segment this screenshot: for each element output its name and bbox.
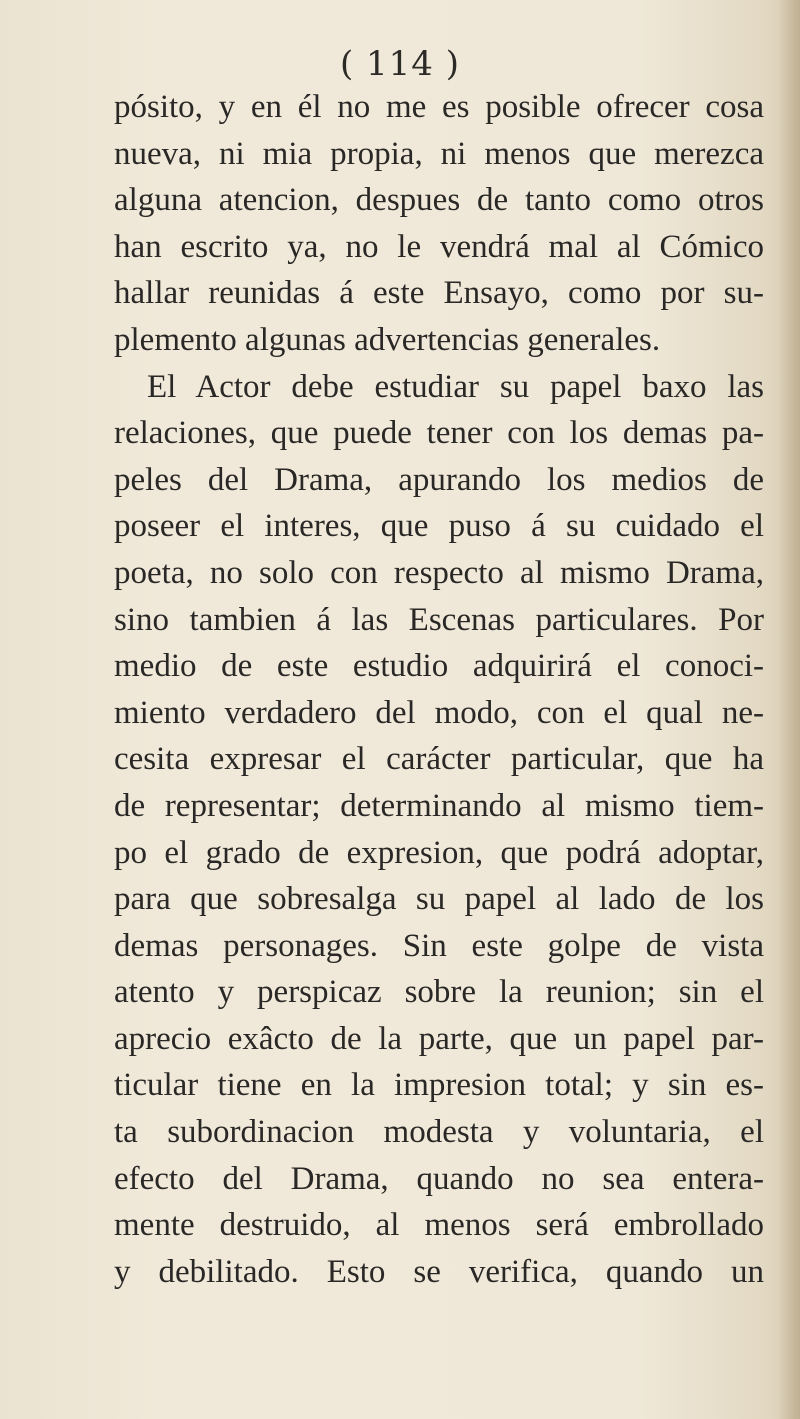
text-line: sino tambien á las Escenas particulares. Por (114, 601, 764, 638)
text-line: poseer el interes, que puso á su cuidado el (114, 508, 764, 545)
text-line: pósito, y en él no me es posible ofrecer cosa (114, 89, 764, 125)
text-line: ticular tiene en la impresion total; y sin es- (114, 1067, 764, 1104)
text-line: atento y perspicaz sobre la reunion; sin el (114, 974, 764, 1011)
text-line: medio de este estudio adquirirá el conoci- (114, 648, 764, 685)
page-edge-shadow (778, 0, 800, 1419)
page-number: ( 114 ) (339, 44, 461, 84)
body-text (114, 84, 764, 1295)
text-line: alguna atencion, despues de tanto como otros (114, 182, 764, 219)
text-line: hallar reunidas á este Ensayo, como por su- (114, 275, 764, 312)
text-line: y debilitado. Esto se verifica, quando un (114, 1253, 764, 1290)
text-line: peles del Drama, apurando los medios de (114, 461, 764, 498)
text-line: de representar; determinando al mismo tiem- (114, 787, 764, 824)
text-line: plemento algunas advertencias generales. (114, 321, 661, 358)
text-line: ta subordinacion modesta y voluntaria, el (114, 1114, 764, 1151)
text-line: po el grado de expresion, que podrá adoptar, (114, 834, 764, 871)
text-line: mente destruido, al menos será embrollado (114, 1207, 764, 1244)
text-line: han escrito ya, no le vendrá mal al Cómico (114, 228, 764, 265)
text-line: miento verdadero del modo, con el qual ne- (114, 694, 764, 731)
text-line: efecto del Drama, quando no sea entera- (114, 1160, 764, 1197)
text-line: nueva, ni mia propia, ni menos que merezca (114, 135, 764, 172)
text-line: para que sobresalga su papel al lado de los (114, 881, 764, 918)
text-line: aprecio exâcto de la parte, que un papel par- (114, 1020, 764, 1057)
text-line: demas personages. Sin este golpe de vista (114, 927, 764, 964)
text-line: poeta, no solo con respecto al mismo Drama, (114, 554, 764, 591)
text-line: cesita expresar el carácter particular, que ha (114, 741, 764, 778)
text-line: El Actor debe estudiar su papel baxo las (147, 368, 764, 405)
text-line: relaciones, que puede tener con los demas pa- (114, 415, 764, 452)
